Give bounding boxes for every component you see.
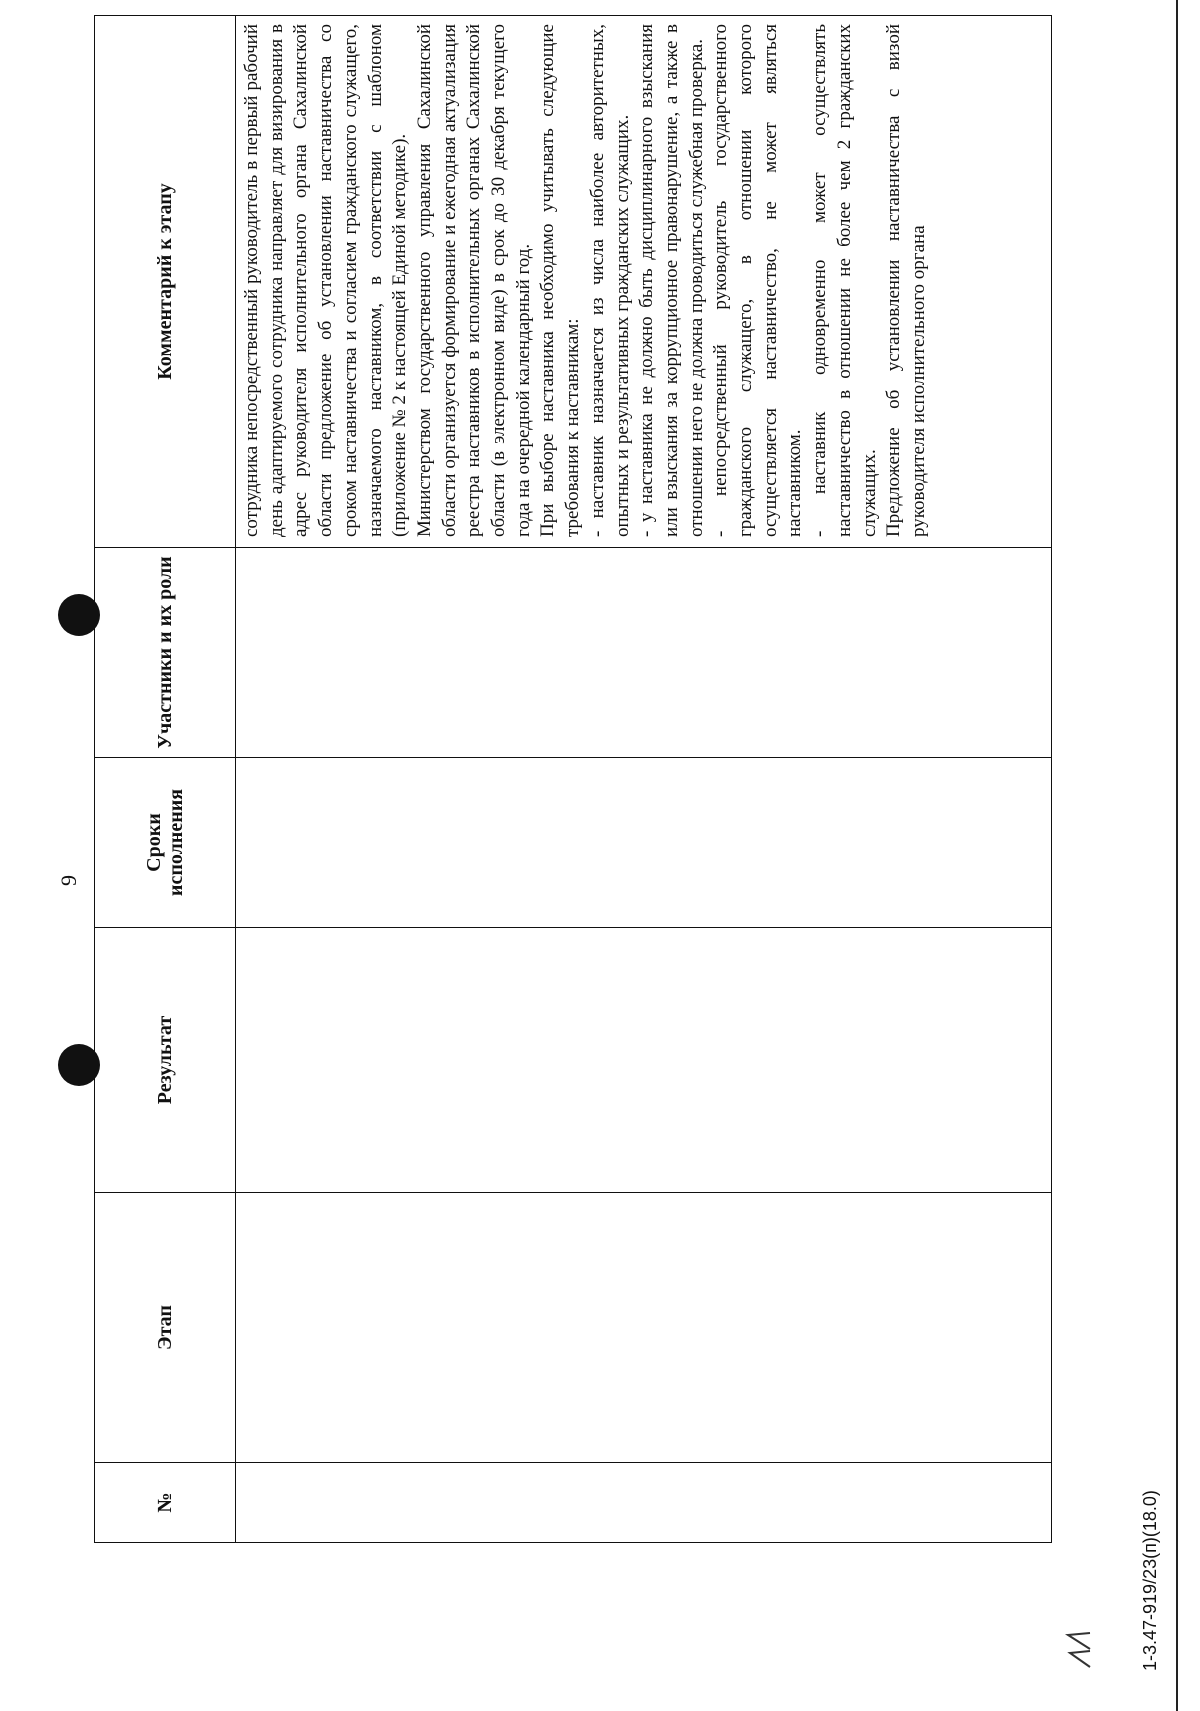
column-header-comment: Комментарий к этапу (95, 16, 236, 548)
table-row (236, 16, 1052, 1543)
comment-text: сотрудника непосредственный руководитель в первый рабочий день адаптируемого сотрудника направляет для визирования в адрес руководителя исполнительного органа Сахалинской области предложение об установлении наставничества со сроком наставничества и согласием гражданского служащего, назначаемого наставником, в соответствии с шаблоном (приложение № 2 к настоящей Единой методике). Министерством государственного управления Сахалинской области организуется формирование и ежегодная актуализация реестра наставников в исполнительных органах Сахалинской области (в электронном виде) в срок до 30 декабря текущего года на очередной календарный год. При выборе наставника необходимо учитывать следующие требования к наставникам: - наставник назначается из числа наиболее авторитетных, опытных и результативных гражданских служащих. - у наставника не должно быть дисциплинарного взыскания или взыскания за коррупционное правонарушение, а также в отношении него не должна проводиться служебная проверка. - непосредственный руководитель государственного гражданского служащего, в отношении которого осуществляется наставничество, не может являться наставником. - наставник одновременно может осуществлять наставничество в отношении не более чем 2 гражданских служащих. Предложение об установлении наставничества с визой руководителя исполнительного органа (241, 24, 929, 537)
cell-deadline (236, 758, 1052, 928)
column-header-deadline: Сроки исполнения (95, 758, 236, 928)
column-header-participants: Участники и их роли (95, 548, 236, 758)
document-code: 1-3.47-919/23(п)(18.0) (1140, 1490, 1160, 1671)
column-header-number: № (95, 1463, 236, 1543)
cell-participants (236, 548, 1052, 758)
page-number: 9 (56, 875, 81, 886)
cell-result (236, 928, 1052, 1193)
stages-table (94, 15, 1052, 1543)
cell-number (236, 1463, 1052, 1543)
column-header-result: Результат (95, 928, 236, 1193)
table-header-row (95, 16, 236, 1543)
page-bottom-rule (1176, 0, 1178, 1711)
cell-comment (236, 16, 1052, 548)
handwritten-mark (1060, 1611, 1100, 1671)
column-header-stage: Этап (95, 1193, 236, 1463)
cell-stage (236, 1193, 1052, 1463)
